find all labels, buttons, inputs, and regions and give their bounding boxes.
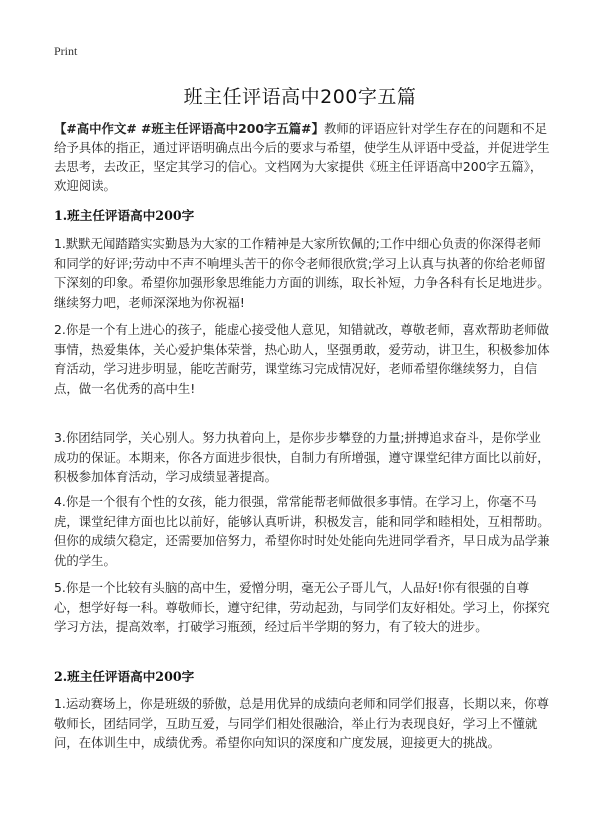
section-1-paragraph-4: 4.你是一个很有个性的女孩，能力很强，常常能帮老师做很多事情。在学习上，你毫不马虎，课堂纪律方面也比以前好，能够认真听讲，积极发言，能和同学和睦相处，互相帮助。但你的成绩欠稳定，还需要加倍努力，希望你时时处处能向先进同学看齐，早日成为品学兼优的学生。 [54, 494, 550, 568]
intro-tag: 【#高中作文# #班主任评语高中200字五篇#】 [54, 121, 324, 136]
section-1-paragraph-1: 1.默默无闻踏踏实实勤恳为大家的工作精神是大家所钦佩的;工作中细心负责的你深得老师和同学的好评;劳动中不声不响埋头苦干的你令老师很欣赏;学习上认真与执著的你给老师留下深刻的印象。希望你加强形象思维能力方面的训练，取长补短，力争各科有长足地进步。继续努力吧，老师深深地为你祝福! [54, 236, 550, 310]
intro-text: 教师的评语应针对学生存在的问题和不足给予具体的指正，通过评语明确点出今后的要求与希望，使学生从评语中受益，并促进学生去思考，去改正，坚定其学习的信心。文档网为大家提供《班主任评语高中200字五篇》，欢迎阅读。 [54, 121, 550, 193]
section-2-paragraph-1: 1.运动赛场上，你是班级的骄傲，总是用优异的成绩向老师和同学们报喜，长期以来，你尊敬师长，团结同学，互助互爱，与同学们相处很融洽，举止行为表现良好，学习上不懂就问，在体训生中，成绩优秀。希望你向知识的深度和广度发展，迎接更大的挑战。 [54, 696, 550, 751]
section-1-paragraph-5: 5.你是一个比较有头脑的高中生，爱憎分明，毫无公子哥儿气，人品好!你有很强的自尊心，想学好每一科。尊敬师长，遵守纪律，劳动起劲，与同学们友好相处。学习上，你探究学习方法，提高效率，打破学习瓶颈，经过后半学期的努力，有了较大的进步。 [54, 580, 550, 635]
section-heading-2: 2.班主任评语高中200字 [54, 669, 195, 684]
page-title: 班主任评语高中200字五篇 [183, 86, 417, 108]
section-1-paragraph-3: 3.你团结同学，关心别人。努力执着向上，是你步步攀登的力量;拼搏追求奋斗，是你学业成功的保证。本期来，你各方面进步很快，自制力有所增强，遵守课堂纪律方面比以前好，积极参加体育活动，学习成绩显著提高。 [54, 430, 550, 485]
section-heading-1: 1.班主任评语高中200字 [54, 208, 195, 223]
section-1-paragraph-2: 2.你是一个有上进心的孩子，能虚心接受他人意见，知错就改，尊敬老师，喜欢帮助老师做事情，热爱集体，关心爱护集体荣誉，热心助人，坚强勇敢，爱劳动，讲卫生，积极参加体育活动，学习进步明显，能吃苦耐劳，课堂练习完成情况好，老师希望你继续努力，自信点，做一名优秀的高中生! [54, 322, 550, 396]
print-link[interactable]: Print [54, 44, 78, 58]
intro-paragraph [54, 119, 552, 195]
